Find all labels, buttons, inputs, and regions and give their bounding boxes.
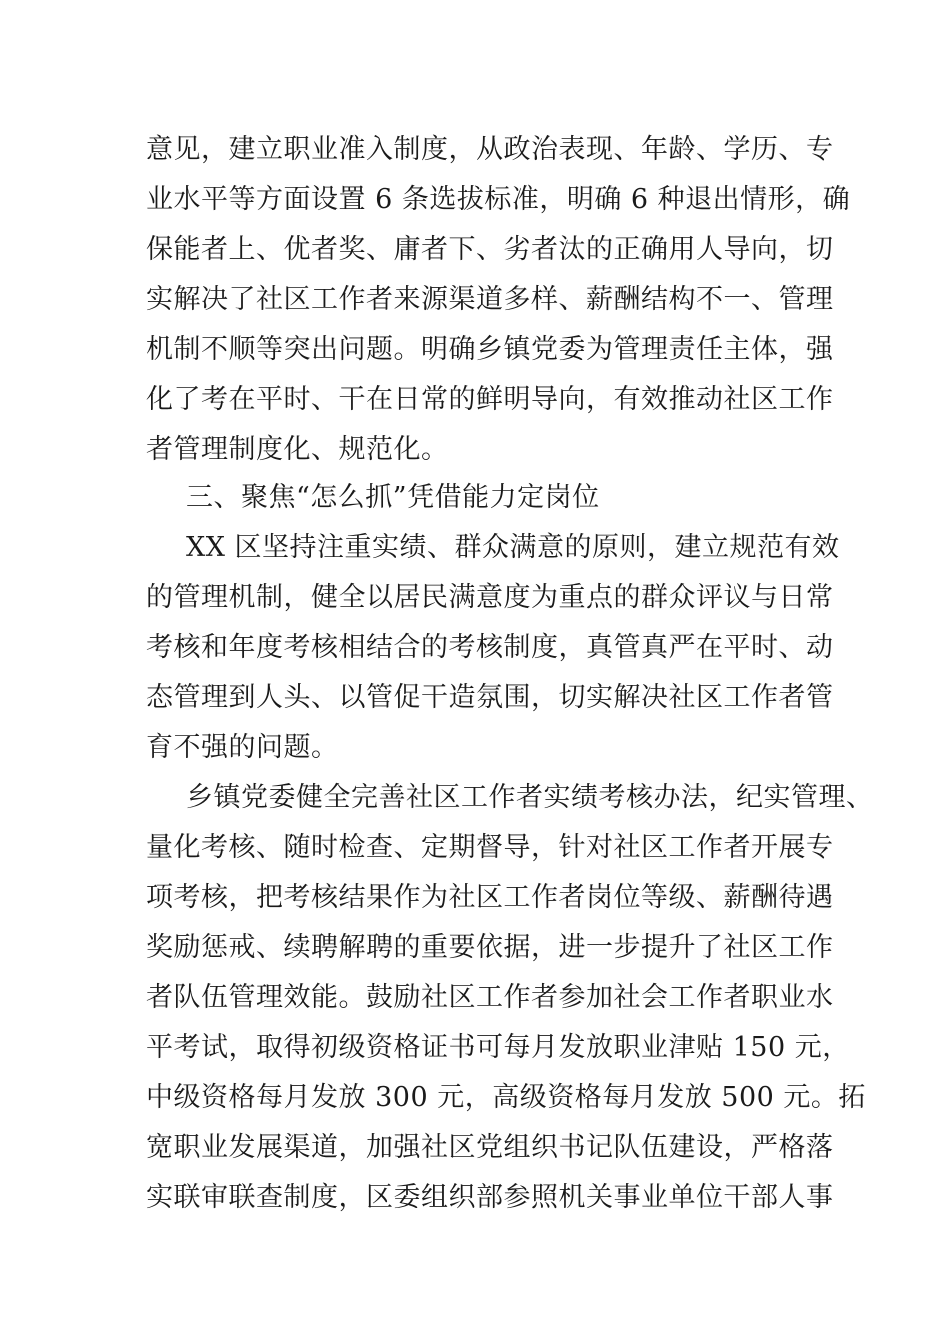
text-line: 奖励惩戒、续聘解聘的重要依据，进一步提升了社区工作 (146, 932, 834, 963)
paragraph-start-line: 乡镇党委健全完善社区工作者实绩考核办法，纪实管理、 (186, 782, 874, 813)
text-line: 意见，建立职业准入制度，从政治表现、年龄、学历、专 (146, 134, 834, 165)
text-line: 量化考核、随时检查、定期督导，针对社区工作者开展专 (146, 832, 834, 863)
text-line: 实联审联查制度，区委组织部参照机关事业单位干部人事 (146, 1182, 834, 1213)
text-line: 育不强的问题。 (146, 732, 339, 763)
text-line: 化了考在平时、干在日常的鲜明导向，有效推动社区工作 (146, 384, 834, 415)
text-line: 态管理到人头、以管促干造氛围，切实解决社区工作者管 (146, 682, 834, 713)
text-line: 项考核，把考核结果作为社区工作者岗位等级、薪酬待遇 (146, 882, 834, 913)
text-line: 宽职业发展渠道，加强社区党组织书记队伍建设，严格落 (146, 1132, 834, 1163)
text-line: 机制不顺等突出问题。明确乡镇党委为管理责任主体，强 (146, 334, 834, 365)
text-line: 业水平等方面设置 6 条选拔标准，明确 6 种退出情形，确 (146, 184, 851, 215)
text-line: 的管理机制，健全以居民满意度为重点的群众评议与日常 (146, 582, 834, 613)
text-line: 实解决了社区工作者来源渠道多样、薪酬结构不一、管理 (146, 284, 834, 315)
text-line: 者队伍管理效能。鼓励社区工作者参加社会工作者职业水 (146, 982, 834, 1013)
text-line: 平考试，取得初级资格证书可每月发放职业津贴 150 元， (146, 1032, 850, 1063)
text-line: 者管理制度化、规范化。 (146, 434, 449, 465)
text-line: 保能者上、优者奖、庸者下、劣者汰的正确用人导向，切 (146, 234, 834, 265)
paragraph-start-line: XX 区坚持注重实绩、群众满意的原则，建立规范有效 (186, 532, 840, 563)
section-heading: 三、聚焦“怎么抓”凭借能力定岗位 (186, 482, 600, 513)
text-line: 中级资格每月发放 300 元，高级资格每月发放 500 元。拓 (146, 1082, 866, 1113)
text-line: 考核和年度考核相结合的考核制度，真管真严在平时、动 (146, 632, 834, 663)
